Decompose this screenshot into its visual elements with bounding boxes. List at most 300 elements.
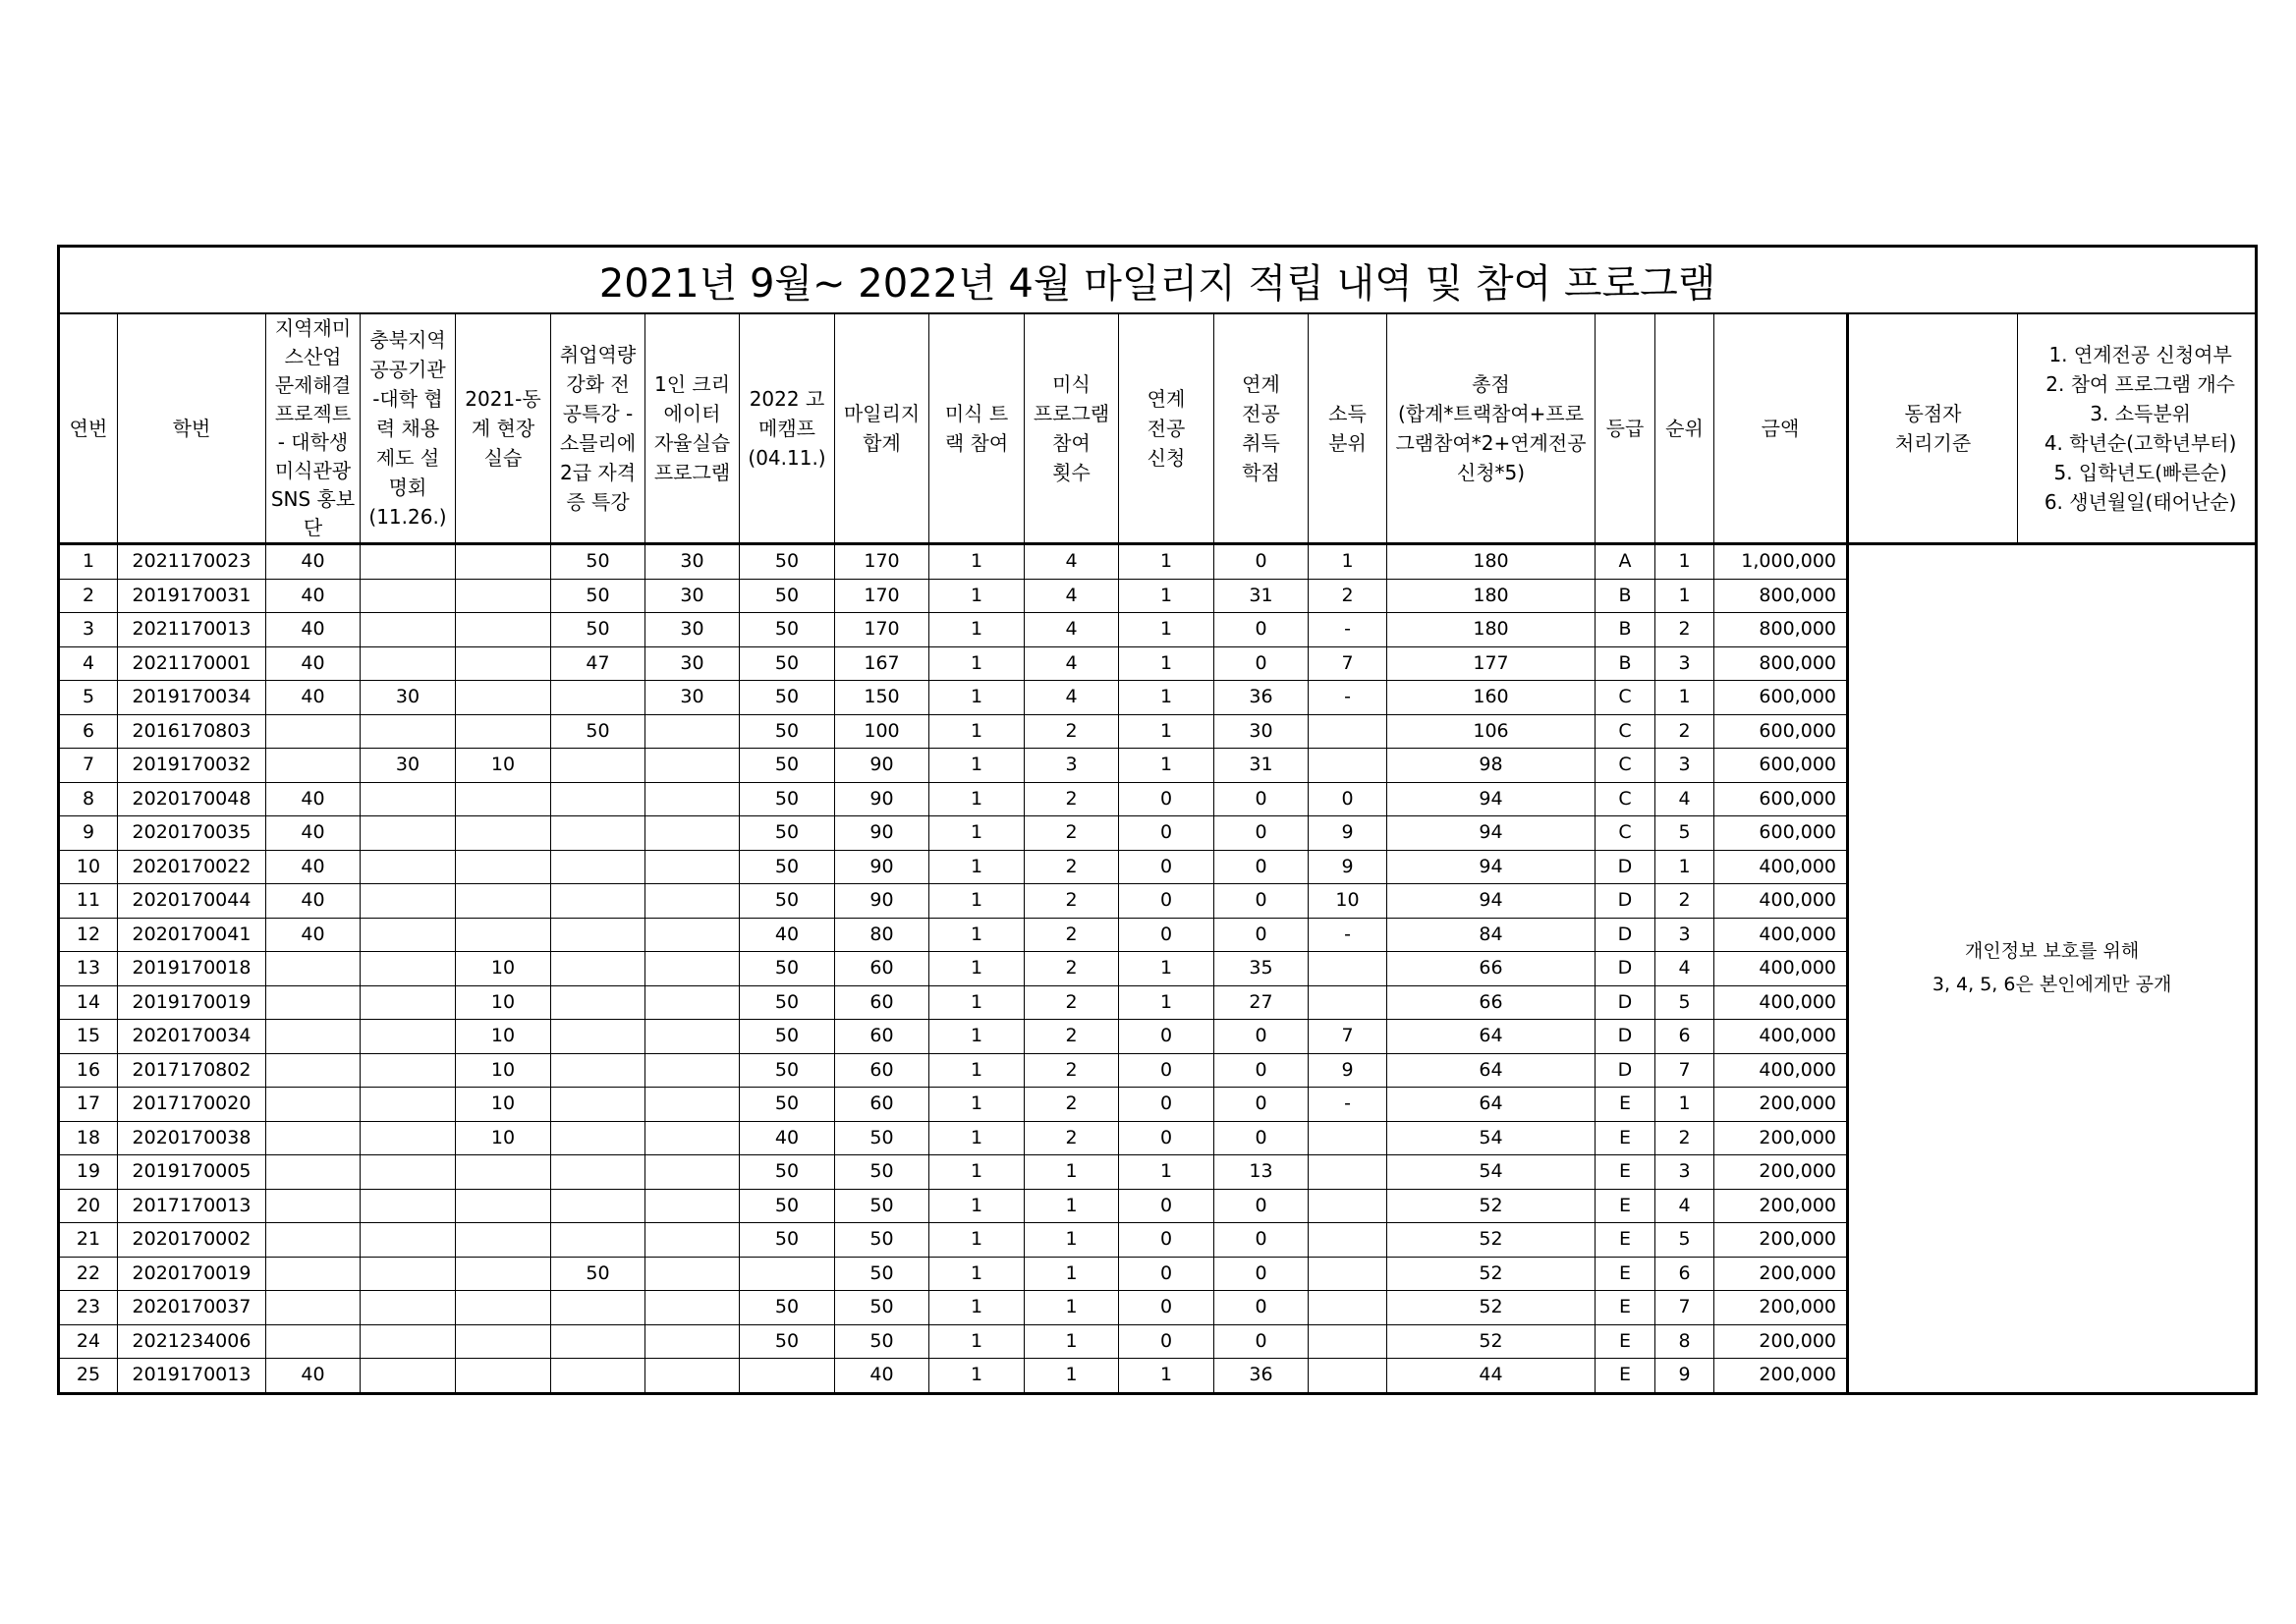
cell-no: 9 [59,816,118,851]
cell-id: 2019170031 [118,579,266,613]
cell-p6 [740,1359,835,1394]
cell-amount: 800,000 [1714,646,1848,681]
cell-rank: 4 [1655,1189,1714,1223]
header-line: 취득 [1242,431,1280,455]
cell-income [1309,714,1387,749]
cell-rank: 1 [1655,1088,1714,1122]
cell-amount: 400,000 [1714,985,1848,1020]
header-line: (11.26.) [368,505,447,529]
cell-progcnt: 4 [1025,646,1119,681]
cell-p5 [645,782,740,816]
cell-sum: 60 [835,1088,929,1122]
cell-track: 1 [929,579,1025,613]
cell-track: 1 [929,1324,1025,1359]
cell-p1 [266,1291,361,1325]
cell-track: 1 [929,816,1025,851]
cell-progcnt: 1 [1025,1291,1119,1325]
cell-p4 [551,850,645,884]
cell-sum: 60 [835,985,929,1020]
header-line: 분위 [1328,431,1367,455]
cell-sum: 60 [835,952,929,986]
cell-p3 [456,816,551,851]
cell-sum: 50 [835,1223,929,1258]
cell-progcnt: 1 [1025,1324,1119,1359]
cell-p1: 40 [266,613,361,647]
cell-track: 1 [929,613,1025,647]
cell-no: 8 [59,782,118,816]
cell-p5 [645,1053,740,1088]
cell-p2 [361,952,456,986]
cell-p1: 40 [266,1359,361,1394]
cell-p5 [645,1257,740,1291]
cell-rank: 2 [1655,714,1714,749]
cell-total: 94 [1387,850,1596,884]
cell-p1 [266,1324,361,1359]
cell-track: 1 [929,1121,1025,1155]
cell-id: 2020170037 [118,1291,266,1325]
cell-p2: 30 [361,749,456,783]
cell-p4 [551,749,645,783]
cell-p2 [361,1257,456,1291]
cell-total: 98 [1387,749,1596,783]
cell-income [1309,1324,1387,1359]
cell-track: 1 [929,918,1025,952]
cell-linkapp: 1 [1119,646,1214,681]
cell-p5 [645,985,740,1020]
cell-no: 21 [59,1223,118,1258]
cell-total: 177 [1387,646,1596,681]
cell-id: 2020170002 [118,1223,266,1258]
cell-linkapp: 0 [1119,1053,1214,1088]
cell-progcnt: 2 [1025,1121,1119,1155]
tie-note [1848,544,2257,1394]
cell-no: 16 [59,1053,118,1088]
header-line: 연계 [1242,372,1280,396]
cell-grade: C [1596,816,1655,851]
cell-p1: 40 [266,918,361,952]
cell-rank: 6 [1655,1257,1714,1291]
cell-progcnt: 2 [1025,782,1119,816]
cell-p1: 40 [266,579,361,613]
cell-amount: 200,000 [1714,1257,1848,1291]
header-line: (합계*트랙참여+프로 [1397,402,1585,425]
cell-sum: 50 [835,1121,929,1155]
cell-id: 2019170019 [118,985,266,1020]
header-no [59,313,118,544]
cell-income [1309,985,1387,1020]
cell-linkcredit: 0 [1214,1223,1309,1258]
cell-p5 [645,714,740,749]
cell-linkcredit: 0 [1214,1088,1309,1122]
cell-linkcredit: 0 [1214,1257,1309,1291]
cell-linkcredit: 31 [1214,749,1309,783]
cell-p4 [551,782,645,816]
cell-p6: 50 [740,1053,835,1088]
cell-p5 [645,850,740,884]
cell-p6: 50 [740,952,835,986]
header-line: 프로그램 [1033,402,1110,425]
header-line: -대학 협 [372,387,443,411]
cell-id: 2020170048 [118,782,266,816]
cell-linkapp: 0 [1119,1324,1214,1359]
cell-no: 4 [59,646,118,681]
cell-linkapp: 0 [1119,850,1214,884]
header-line: 미식 [1052,372,1091,396]
cell-rank: 6 [1655,1020,1714,1054]
cell-linkcredit: 36 [1214,1359,1309,1394]
cell-amount: 600,000 [1714,816,1848,851]
cell-id: 2017170802 [118,1053,266,1088]
cell-sum: 90 [835,816,929,851]
cell-total: 64 [1387,1053,1596,1088]
cell-grade: C [1596,714,1655,749]
cell-linkcredit: 0 [1214,918,1309,952]
header-line: SNS 홍보 [270,487,356,511]
header-line: 계 현장 [471,417,535,440]
header-linkapp [1119,313,1214,544]
cell-linkcredit: 0 [1214,884,1309,919]
cell-income: 9 [1309,850,1387,884]
table-body [59,544,2257,1394]
cell-rank: 3 [1655,1155,1714,1190]
cell-rank: 1 [1655,681,1714,715]
cell-p6: 50 [740,1088,835,1122]
cell-sum: 50 [835,1291,929,1325]
cell-rank: 2 [1655,1121,1714,1155]
cell-income: 1 [1309,544,1387,580]
cell-track: 1 [929,952,1025,986]
cell-grade: E [1596,1257,1655,1291]
cell-linkcredit: 13 [1214,1155,1309,1190]
cell-p6: 50 [740,1291,835,1325]
header-sum [835,313,929,544]
cell-progcnt: 2 [1025,918,1119,952]
page-title: 2021년 9월~ 2022년 4월 마일리지 적립 내역 및 참여 프로그램 [59,247,2257,314]
cell-p5 [645,816,740,851]
cell-p3 [456,1155,551,1190]
cell-amount: 400,000 [1714,1053,1848,1088]
header-line: 연계 [1147,387,1186,411]
header-line: 1인 크리 [653,372,731,396]
cell-p1 [266,1257,361,1291]
cell-income [1309,1155,1387,1190]
tie-note-line: 3, 4, 5, 6은 본인에게만 공개 [1932,973,2172,995]
cell-track: 1 [929,1053,1025,1088]
cell-no: 22 [59,1257,118,1291]
header-line: 소득 [1328,402,1367,425]
cell-income [1309,952,1387,986]
header-line: 제도 설 [375,446,440,470]
cell-p2 [361,613,456,647]
cell-p2 [361,1359,456,1394]
cell-p3 [456,850,551,884]
cell-p6: 50 [740,544,835,580]
header-line: 증 특강 [566,490,630,514]
cell-p2 [361,1020,456,1054]
cell-total: 52 [1387,1189,1596,1223]
cell-rank: 5 [1655,1223,1714,1258]
cell-p3 [456,681,551,715]
cell-total: 52 [1387,1291,1596,1325]
header-line: 2021-동 [465,387,541,411]
cell-amount: 200,000 [1714,1223,1848,1258]
cell-linkcredit: 0 [1214,816,1309,851]
cell-total: 180 [1387,579,1596,613]
cell-income [1309,1223,1387,1258]
cell-sum: 90 [835,884,929,919]
cell-linkapp: 0 [1119,1088,1214,1122]
cell-p2 [361,918,456,952]
cell-progcnt: 4 [1025,579,1119,613]
cell-p6: 50 [740,646,835,681]
cell-p2 [361,985,456,1020]
cell-progcnt: 3 [1025,749,1119,783]
cell-linkapp: 1 [1119,985,1214,1020]
cell-id: 2020170019 [118,1257,266,1291]
cell-p6: 50 [740,985,835,1020]
cell-progcnt: 2 [1025,1088,1119,1122]
cell-no: 12 [59,918,118,952]
cell-amount: 200,000 [1714,1291,1848,1325]
cell-grade: A [1596,544,1655,580]
cell-sum: 167 [835,646,929,681]
header-line: 명회 [388,476,427,499]
cell-p1 [266,985,361,1020]
cell-p2 [361,816,456,851]
cell-linkcredit: 0 [1214,613,1309,647]
cell-progcnt: 1 [1025,1257,1119,1291]
cell-amount: 200,000 [1714,1121,1848,1155]
header-line: 미식 트 [944,402,1009,425]
cell-p6: 50 [740,749,835,783]
cell-sum: 60 [835,1020,929,1054]
cell-p3: 10 [456,952,551,986]
header-rank [1655,313,1714,544]
cell-p3 [456,918,551,952]
cell-p5 [645,1121,740,1155]
cell-grade: E [1596,1189,1655,1223]
header-line: 동점자 [1904,402,1962,425]
header-line: 처리기준 [1894,431,1972,455]
header-income [1309,313,1387,544]
cell-no: 3 [59,613,118,647]
cell-p1 [266,1020,361,1054]
cell-p2 [361,1053,456,1088]
cell-p5: 30 [645,544,740,580]
cell-p4: 50 [551,1257,645,1291]
cell-linkapp: 1 [1119,579,1214,613]
cell-progcnt: 2 [1025,714,1119,749]
cell-p2 [361,1189,456,1223]
cell-progcnt: 1 [1025,1155,1119,1190]
cell-p2 [361,579,456,613]
cell-p2 [361,850,456,884]
cell-grade: B [1596,613,1655,647]
cell-p3 [456,613,551,647]
cell-p6: 50 [740,1223,835,1258]
cell-p1: 40 [266,782,361,816]
cell-grade: D [1596,985,1655,1020]
cell-grade: D [1596,1020,1655,1054]
cell-p4 [551,985,645,1020]
cell-sum: 90 [835,782,929,816]
header-line: 연번 [69,417,108,440]
header-line: 프로젝트 [274,402,352,425]
cell-grade: C [1596,782,1655,816]
cell-p3 [456,1257,551,1291]
cell-no: 23 [59,1291,118,1325]
cell-amount: 800,000 [1714,613,1848,647]
header-p5 [645,313,740,544]
cell-progcnt: 2 [1025,816,1119,851]
cell-sum: 170 [835,613,929,647]
cell-linkcredit: 0 [1214,1020,1309,1054]
cell-p5 [645,749,740,783]
cell-linkcredit: 35 [1214,952,1309,986]
cell-p1: 40 [266,884,361,919]
cell-linkapp: 0 [1119,782,1214,816]
cell-linkcredit: 0 [1214,1291,1309,1325]
cell-p4 [551,884,645,919]
header-line: - 대학생 [277,430,349,454]
header-line: 충북지역 [369,328,446,352]
header-line: 금액 [1761,417,1800,440]
cell-linkcredit: 27 [1214,985,1309,1020]
cell-income: - [1309,613,1387,647]
cell-track: 1 [929,1223,1025,1258]
cell-p2 [361,714,456,749]
cell-p3: 10 [456,1020,551,1054]
cell-no: 10 [59,850,118,884]
cell-id: 2020170022 [118,850,266,884]
cell-p2 [361,1223,456,1258]
header-line: 참여 [1052,431,1091,455]
header-line: 강화 전 [566,372,630,396]
cell-p4 [551,1291,645,1325]
cell-rank: 3 [1655,749,1714,783]
cell-linkcredit: 0 [1214,1121,1309,1155]
header-track [929,313,1025,544]
cell-track: 1 [929,714,1025,749]
cell-rank: 5 [1655,985,1714,1020]
cell-linkcredit: 0 [1214,1189,1309,1223]
cell-total: 66 [1387,952,1596,986]
cell-amount: 200,000 [1714,1189,1848,1223]
cell-amount: 200,000 [1714,1088,1848,1122]
cell-no: 5 [59,681,118,715]
cell-income: - [1309,918,1387,952]
cell-no: 14 [59,985,118,1020]
cell-no: 11 [59,884,118,919]
header-line: 공공기관 [369,358,446,381]
cell-p5 [645,1359,740,1394]
header-line: 마일리지 [843,402,921,425]
cell-p4: 50 [551,714,645,749]
cell-sum: 150 [835,681,929,715]
cell-p6: 50 [740,613,835,647]
cell-p2 [361,544,456,580]
header-id [118,313,266,544]
cell-total: 94 [1387,816,1596,851]
cell-progcnt: 4 [1025,613,1119,647]
cell-income: - [1309,1088,1387,1122]
cell-p3: 10 [456,749,551,783]
cell-sum: 60 [835,1053,929,1088]
cell-p3 [456,1223,551,1258]
cell-total: 106 [1387,714,1596,749]
cell-progcnt: 4 [1025,681,1119,715]
cell-id: 2021170023 [118,544,266,580]
cell-rank: 1 [1655,544,1714,580]
cell-linkapp: 0 [1119,1291,1214,1325]
cell-sum: 50 [835,1324,929,1359]
cell-p5: 30 [645,613,740,647]
cell-track: 1 [929,884,1025,919]
header-line: 자율실습 [653,431,731,455]
cell-linkapp: 1 [1119,714,1214,749]
cell-p3 [456,646,551,681]
header-line: 2022 고 [749,387,825,411]
cell-no: 6 [59,714,118,749]
header-line: 신청*5) [1456,461,1526,484]
cell-income [1309,1121,1387,1155]
cell-track: 1 [929,1088,1025,1122]
cell-grade: D [1596,884,1655,919]
cell-linkapp: 1 [1119,681,1214,715]
cell-sum: 90 [835,850,929,884]
cell-linkcredit: 36 [1214,681,1309,715]
cell-id: 2017170013 [118,1189,266,1223]
header-line: 에이터 [663,402,721,425]
cell-p3 [456,714,551,749]
cell-progcnt: 2 [1025,884,1119,919]
cell-p6: 50 [740,1189,835,1223]
cell-progcnt: 2 [1025,1053,1119,1088]
header-row [59,313,2257,544]
cell-p4 [551,1155,645,1190]
cell-p3 [456,544,551,580]
cell-p4: 50 [551,579,645,613]
cell-no: 24 [59,1324,118,1359]
cell-id: 2021170013 [118,613,266,647]
header-line: 전공 [1242,402,1280,425]
mileage-table [57,245,2258,1395]
cell-track: 1 [929,1189,1025,1223]
cell-sum: 40 [835,1359,929,1394]
cell-sum: 50 [835,1155,929,1190]
cell-rank: 1 [1655,579,1714,613]
cell-linkapp: 0 [1119,816,1214,851]
cell-total: 54 [1387,1155,1596,1190]
cell-progcnt: 2 [1025,850,1119,884]
cell-p5: 30 [645,646,740,681]
cell-no: 19 [59,1155,118,1190]
cell-p6: 50 [740,681,835,715]
cell-progcnt: 2 [1025,985,1119,1020]
cell-amount: 600,000 [1714,714,1848,749]
header-line: 그램참여*2+연계전공 [1395,431,1587,455]
cell-rank: 8 [1655,1324,1714,1359]
cell-p4 [551,918,645,952]
cell-amount: 400,000 [1714,952,1848,986]
cell-p1: 40 [266,681,361,715]
cell-progcnt: 4 [1025,544,1119,580]
cell-income: 0 [1309,782,1387,816]
cell-track: 1 [929,985,1025,1020]
cell-p2 [361,1088,456,1122]
cell-track: 1 [929,782,1025,816]
cell-linkapp: 0 [1119,1257,1214,1291]
